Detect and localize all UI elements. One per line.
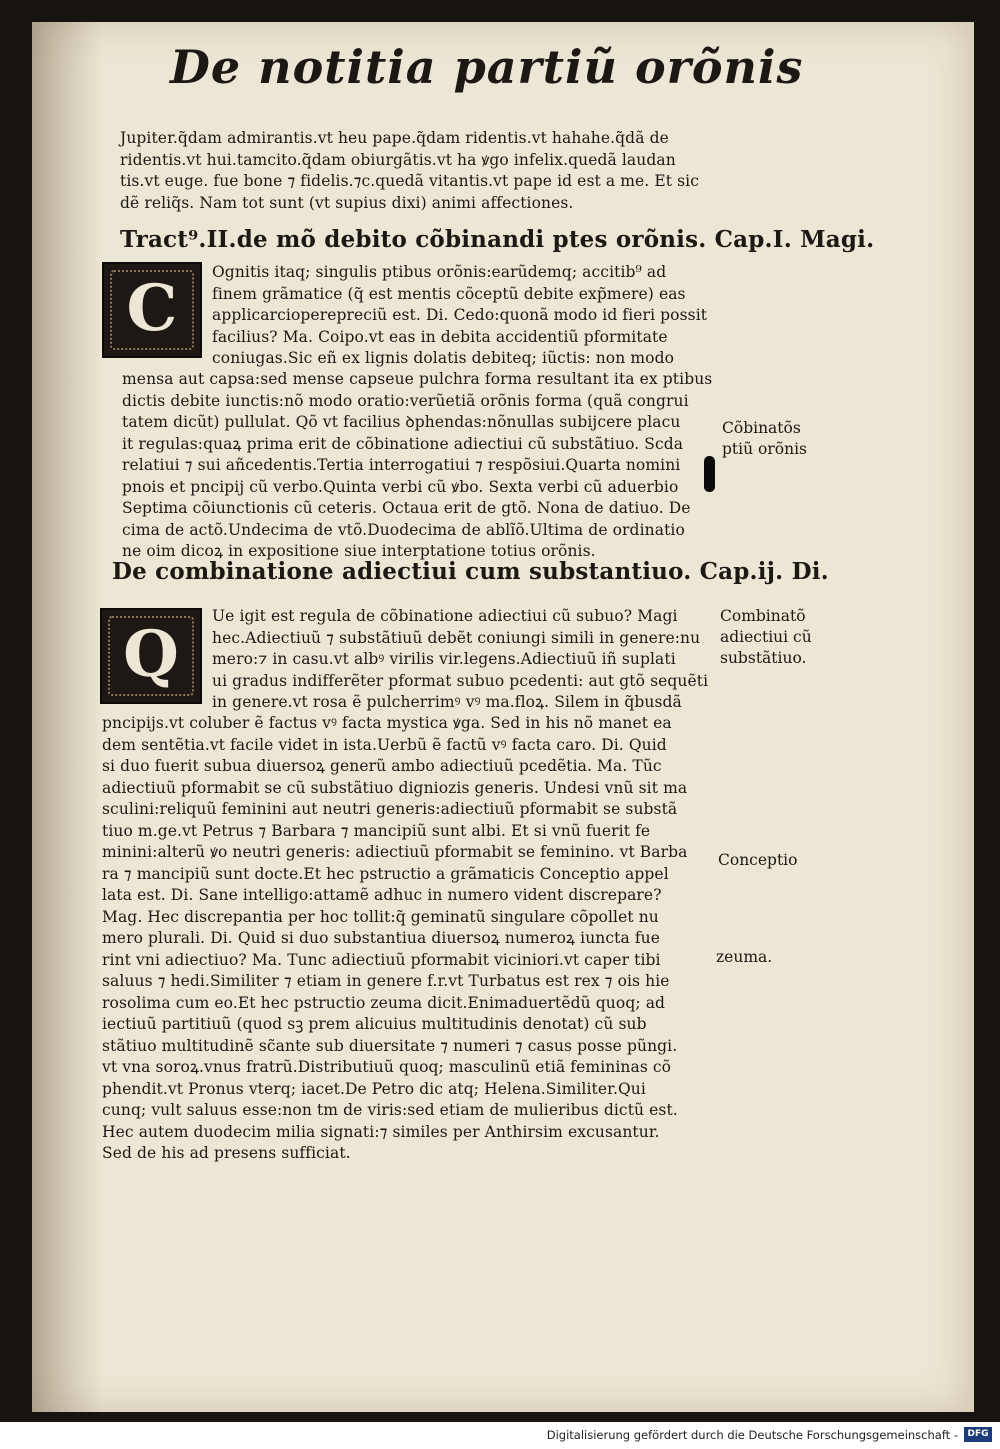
- text-line: tatem dicũt) pullulat. Qõ vt facilius ꝺphendas:nõnullas subijcere placu: [122, 413, 681, 431]
- text-line: ne oim dicoꝝ in expositione siue interptatione totius orõnis.: [122, 542, 596, 560]
- text-line: iectiuũ partitiuũ (quod sꝫ prem alicuius multitudinis denotat) cũ sub: [102, 1015, 647, 1033]
- text-line: Mag. Hec discrepantia per hoc tollit:q̃ geminatũ singulare cõpollet nu: [102, 907, 659, 926]
- margin-note-line: substãtiuo.: [720, 649, 807, 667]
- text-line: pncipijs.vt coluber ẽ factus vꝰ facta mystica ꝟga. Sed in his nõ manet ea: [102, 714, 672, 732]
- margin-note-line: ptiũ orõnis: [722, 440, 807, 458]
- margin-note-combinatio-adiectiui: [720, 606, 812, 669]
- text-line: Hec autem duodecim milia signati:⁊ similes per Anthirsim excusantur.: [102, 1122, 660, 1141]
- running-head: De notitia partiũ orõnis: [170, 40, 804, 94]
- margin-note-conceptio: Conceptio: [718, 851, 798, 869]
- text-line: adiectiuũ pformabit se cũ substãtiuo digniozis generis. Undesi vnũ sit ma: [102, 778, 688, 797]
- section1-body-top: [212, 262, 712, 370]
- text-line: dictis debite iunctis:nõ modo oratio:verũetiã orõnis forma (quã congrui: [122, 391, 689, 410]
- intro-paragraph: [120, 128, 720, 214]
- text-line: Ue igit est regula de cõbinatione adiectiui cũ subuo? Magi: [212, 607, 678, 625]
- text-line: dẽ reliq̃s. Nam tot sunt (vt supius dixi) animi affectiones.: [120, 193, 574, 212]
- page-gutter-shadow: [32, 22, 102, 1412]
- text-line: facilius? Ma. Coipo.vt eas in debita accidentiũ pformitate: [212, 327, 668, 346]
- section2-body-top: [212, 606, 712, 714]
- text-line: coniugas.Sic eñ ex lignis dolatis debiteq; iũctis: non modo: [212, 349, 675, 367]
- ink-blot: [704, 456, 715, 492]
- text-line: in genere.vt rosa ẽ pulcherrimꝰ vꝰ ma.floꝝ. Silem in q̃busdã: [212, 693, 682, 711]
- text-line: tiuo m.ge.vt Petrus ⁊ Barbara ⁊ mancipiũ sunt albi. Et si vnũ fuerit fe: [102, 821, 651, 840]
- initial-letter: Q: [123, 617, 179, 692]
- text-line: Jupiter.q̃dam admirantis.vt heu pape.q̃dam ridentis.vt hahahe.q̃dã de: [120, 129, 669, 147]
- text-line: ui gradus indifferẽter pformat subuo pcedenti: aut gtõ sequẽti: [212, 671, 709, 690]
- section2-body: [102, 713, 712, 1165]
- text-line: finem grãmatice (q̃ est mentis cõceptũ debite exp̃mere) eas: [212, 284, 686, 303]
- text-line: hec.Adiectiuũ ⁊ substãtiuũ debẽt coniungi simili in genere:nu: [212, 628, 701, 647]
- text-line: phendit.vt Pronus vterq; iacet.De Petro dic atq; Helena.Similiter.Qui: [102, 1079, 646, 1098]
- section1-body: [122, 369, 712, 563]
- initial-letter: C: [126, 271, 178, 346]
- margin-note-line: adiectiui cũ: [720, 628, 812, 646]
- decorated-initial-c: [102, 262, 202, 358]
- text-line: rosolima cum eo.Et hec pstructio zeuma dicit.Enimaduertẽdũ quoq; ad: [102, 993, 666, 1012]
- chapter-heading-2: De combinatione adiectiui cum substantiuo. Cap.ij. Di.: [112, 558, 829, 585]
- text-line: saluus ⁊ hedi.Similiter ⁊ etiam in genere f.r.vt Turbatus est rex ⁊ ois hie: [102, 972, 670, 990]
- text-line: stãtiuo multitudinẽ sc̃ante sub diuersitate ⁊ numeri ⁊ casus posse pũngi.: [102, 1036, 678, 1055]
- margin-note-combinatio: [722, 418, 807, 460]
- text-line: dem sentẽtia.vt facile videt in ista.Uerbũ ẽ factũ vꝰ facta caro. Di. Quid: [102, 735, 667, 754]
- margin-note-line: Cõbinatõs: [722, 419, 801, 437]
- text-line: Ognitis itaq; singulis ptibus orõnis:earũdemq; accitib⁹ ad: [212, 263, 667, 281]
- text-line: vt vna soroꝝ.vnus fratrũ.Distributiuũ quoq; masculinũ etiã femininas cõ: [102, 1058, 672, 1076]
- text-line: mero:⁊ in casu.vt albꝰ virilis vir.legens.Adiectiuũ iñ suplati: [212, 650, 676, 668]
- margin-note-zeuma: zeuma.: [716, 948, 773, 966]
- dfg-logo: DFG: [964, 1427, 992, 1442]
- text-line: Septima cõiunctionis cũ ceteris. Octaua erit de gtõ. Nona de datiuo. De: [122, 499, 691, 517]
- chapter-heading-1: Tract⁹.II.de mõ debito cõbinandi ptes orõnis. Cap.I. Magi.: [120, 226, 875, 253]
- text-line: tis.vt euge. fue bone ⁊ fidelis.⁊c.quedã vitantis.vt pape id est a me. Et sic: [120, 172, 700, 190]
- text-line: sculini:reliquũ feminini aut neutri generis:adiectiuũ pformabit se substã: [102, 800, 678, 818]
- text-line: mensa aut capsa:sed mense capseue pulchra forma resultant ita ex ptibus: [122, 370, 713, 388]
- text-line: rint vni adiectiuo? Ma. Tunc adiectiuũ pformabit viciniori.vt caper tibi: [102, 950, 661, 969]
- text-line: ra ⁊ mancipiũ sunt docte.Et hec pstructio a grãmaticis Conceptio appel: [102, 864, 669, 883]
- text-line: pnois et pncipij cũ verbo.Quinta verbi cũ ꝟbo. Sexta verbi cũ aduerbio: [122, 477, 679, 496]
- text-line: Sed de his ad presens sufficiat.: [102, 1144, 351, 1162]
- text-line: ridentis.vt hui.tamcito.q̃dam obiurgãtis.vt ha ꝟgo infelix.quedã laudan: [120, 150, 676, 169]
- text-line: mero plurali. Di. Quid si duo substantiua diuersoꝝ numeroꝝ iuncta fue: [102, 929, 661, 947]
- text-line: applicarcioperepreciũ est. Di. Cedo:quonã modo id fieri possit: [212, 306, 708, 324]
- funding-credit: Digitalisierung gefördert durch die Deutsche Forschungsgemeinschaft -: [546, 1428, 958, 1442]
- text-line: si duo fuerit subua diuersoꝝ generũ ambo adiectiuũ pcedẽtia. Ma. Tũc: [102, 757, 662, 775]
- text-line: lata est. Di. Sane intelligo:attamẽ adhuc in numero vident discrepare?: [102, 886, 662, 904]
- text-line: it regulas:quaꝝ prima erit de cõbinatione adiectiui cũ substãtiuo. Scda: [122, 434, 684, 453]
- text-line: minini:alterũ ꝟo neutri generis: adiectiuũ pformabit se feminino. vt Barba: [102, 843, 688, 861]
- text-line: cunq; vult saluus esse:non tm de viris:sed etiam de mulieribus dictũ est.: [102, 1101, 678, 1119]
- decorated-initial-q: [100, 608, 202, 704]
- margin-note-line: Combinatõ: [720, 607, 806, 625]
- text-line: cima de actõ.Undecima de vtõ.Duodecima de ablĩõ.Ultima de ordinatio: [122, 520, 685, 539]
- text-line: relatiui ⁊ sui añcedentis.Tertia interrogatiui ⁊ respõsiui.Quarta nomini: [122, 456, 681, 474]
